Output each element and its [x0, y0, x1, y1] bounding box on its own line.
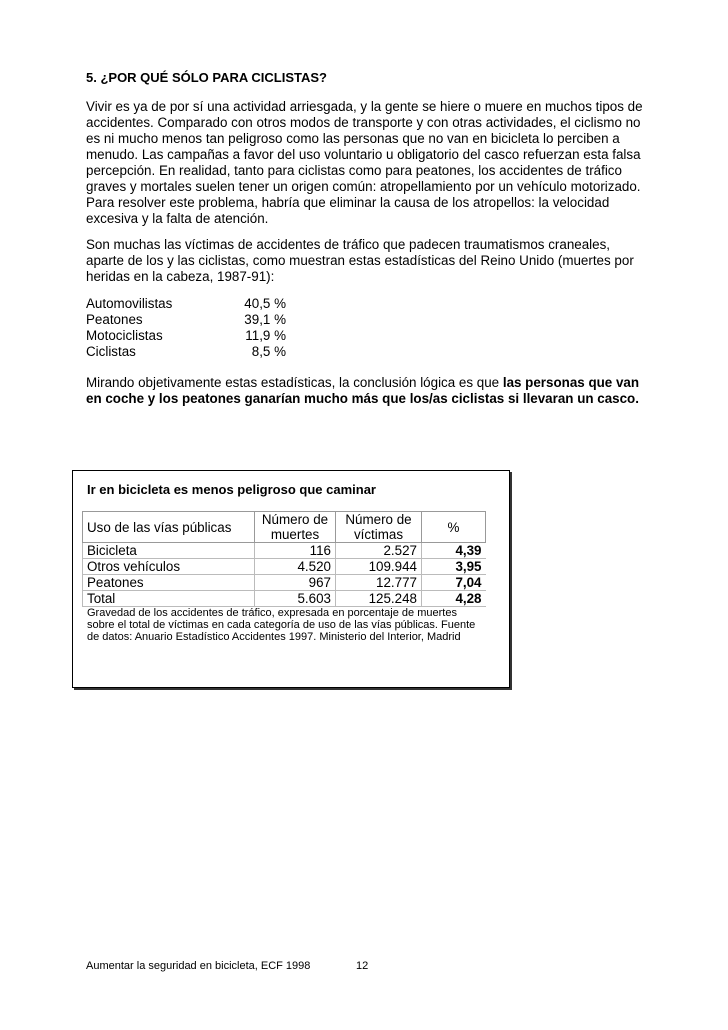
stat-row [86, 296, 286, 312]
stat-label: Automovilistas [86, 296, 173, 311]
cell-victimas: 109.944 [336, 559, 422, 575]
cell-pct: 3,95 [422, 559, 486, 575]
head-injury-stats-list [86, 296, 286, 360]
cell-muertes: 967 [255, 575, 336, 591]
cell-muertes: 116 [255, 543, 336, 559]
stat-label: Peatones [86, 312, 143, 327]
page-footer: Aumentar la seguridad en bicicleta, ECF 1998 [86, 960, 311, 972]
header-uso: Uso de las vías públicas [83, 512, 255, 543]
conclusion-text: Mirando objetivamente estas estadísticas, la conclusión lógica es que [86, 375, 503, 390]
stat-label: Motociclistas [86, 328, 163, 343]
table-row [83, 575, 486, 591]
cell-victimas: 2.527 [336, 543, 422, 559]
stat-row [86, 328, 286, 344]
header-muertes: Número de muertes [255, 512, 336, 543]
cell-pct: 4,39 [422, 543, 486, 559]
paragraph-conclusion [86, 375, 648, 407]
paragraph-statistics-intro: Son muchas las víctimas de accidentes de tráfico que padecen traumatismos craneales, aparte de los y las ciclistas, como muestran estas estadísticas del Reino Unido (muertes por heridas en la cabeza, 1987-91): [86, 237, 634, 284]
cell-muertes: 4.520 [255, 559, 336, 575]
table-row [83, 559, 486, 575]
cell-pct: 7,04 [422, 575, 486, 591]
stat-row [86, 312, 286, 328]
conclusion-bold-text: las personas que van en coche y los peatones ganarían mucho más que los/as ciclistas si llevaran un casco. [86, 375, 640, 406]
table-header-row [83, 512, 486, 543]
section-heading: 5. ¿POR QUÉ SÓLO PARA CICLISTAS? [86, 70, 327, 85]
paragraph-intro: Vivir es ya de por sí una actividad arriesgada, y la gente se hiere o muere en muchos tipos de accidentes. Comparado con otros modos de transporte y con otras actividades, el ciclismo no es ni mucho menos tan peligroso como las personas que no van en bicicleta lo perciben a menudo. Las campañas a favor del uso voluntario u obligatorio del casco refuerzan esta falsa percepción. En realidad, tanto para ciclistas como para peatones, los accidentes de tráfico graves y mortales suelen tener un origen común: atropellamiento por un vehículo motorizado. Para resolver este problema, habría que eliminar la causa de los atropellos: la velocidad excesiva y la falta de atención. [86, 99, 643, 226]
cell-uso: Peatones [83, 575, 255, 591]
accident-table [82, 511, 486, 607]
cell-uso: Otros vehículos [83, 559, 255, 575]
cell-pct: 4,28 [422, 591, 486, 607]
table-row [83, 543, 486, 559]
box-title: Ir en bicicleta es menos peligroso que caminar [87, 482, 376, 497]
page-number: 12 [356, 960, 369, 972]
cell-muertes: 5.603 [255, 591, 336, 607]
cell-victimas: 12.777 [336, 575, 422, 591]
stat-value: 8,5 % [251, 344, 286, 359]
cell-uso: Total [83, 591, 255, 607]
stat-value: 39,1 % [244, 312, 286, 327]
cell-victimas: 125.248 [336, 591, 422, 607]
table-caption: Gravedad de los accidentes de tráfico, expresada en porcentaje de muertes sobre el total de víctimas en cada categoría de uso de las vías públicas. Fuente de datos: Anuario Estadístico Accidentes 1997. Ministerio del Interior, Madrid [87, 607, 476, 643]
header-pct: % [422, 512, 486, 543]
accident-severity-box [72, 470, 510, 688]
cell-uso: Bicicleta [83, 543, 255, 559]
header-victimas: Número de víctimas [336, 512, 422, 543]
stat-value: 40,5 % [244, 296, 286, 311]
table-row [83, 591, 486, 607]
stat-label: Ciclistas [86, 344, 136, 359]
stat-value: 11,9 % [245, 328, 286, 343]
stat-row [86, 344, 286, 360]
